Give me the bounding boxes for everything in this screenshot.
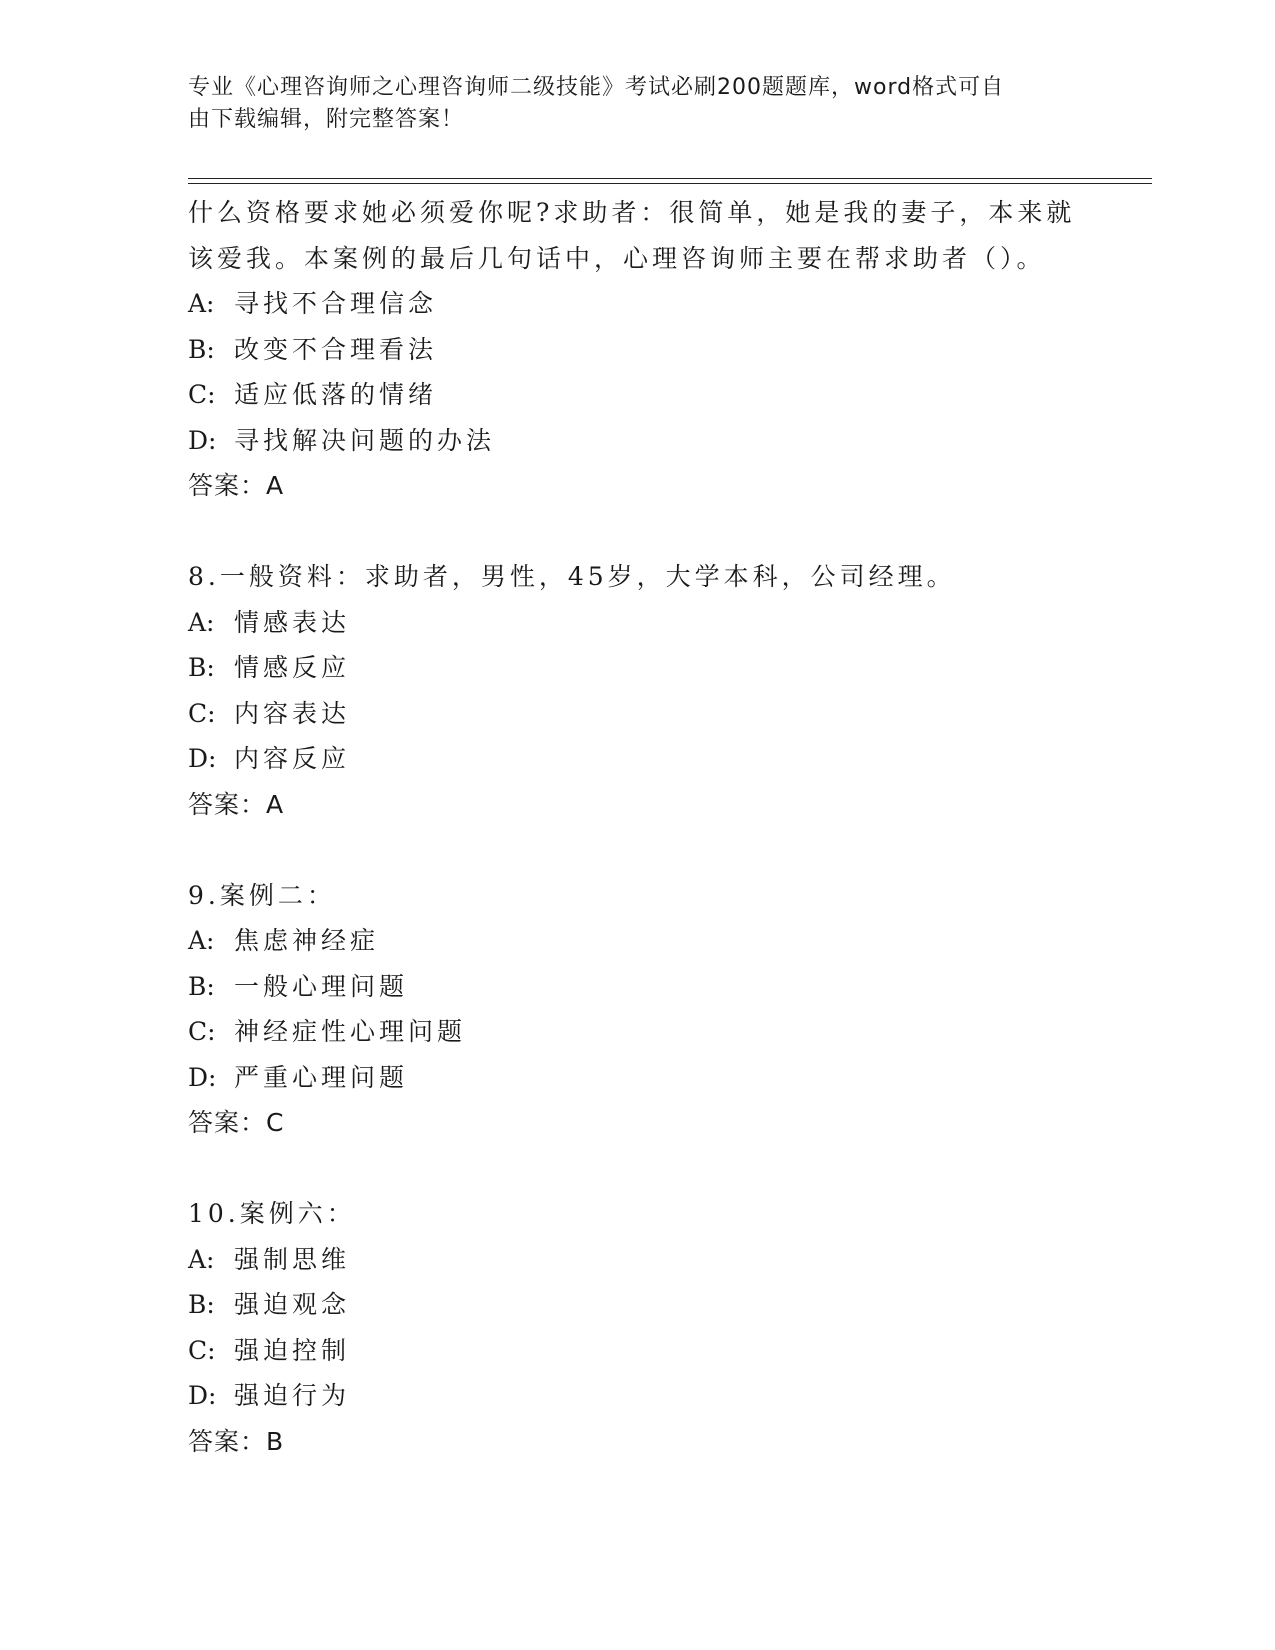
option-label: A: bbox=[188, 926, 215, 955]
option-c bbox=[188, 372, 1088, 418]
option-text: 寻找解决问题的办法 bbox=[234, 425, 496, 455]
document-header bbox=[188, 72, 1068, 136]
option-text: 适应低落的情绪 bbox=[234, 380, 438, 409]
option-label: C: bbox=[188, 1335, 216, 1365]
option-text: 内容表达 bbox=[234, 698, 351, 728]
option-text: 情感反应 bbox=[234, 653, 351, 682]
question-text-line: 什么资格要求她必须爱你呢?求助者：很简单，她是我的妻子，本来就 bbox=[188, 198, 1076, 227]
spacer bbox=[188, 509, 1088, 555]
question-text-line: 10.案例六： bbox=[188, 1199, 356, 1228]
answer-line: 答案：C bbox=[188, 1108, 285, 1137]
option-text: 强迫控制 bbox=[234, 1335, 351, 1365]
option-label: D: bbox=[188, 425, 217, 455]
option-c bbox=[188, 1009, 1088, 1055]
question-9 bbox=[188, 873, 1088, 1146]
option-text: 神经症性心理问题 bbox=[234, 1017, 467, 1046]
option-text: 严重心理问题 bbox=[234, 1062, 409, 1092]
question-text-line: 9.案例二： bbox=[188, 880, 336, 910]
option-a bbox=[188, 918, 1088, 964]
option-label: D: bbox=[188, 1062, 217, 1092]
option-label: C: bbox=[188, 380, 216, 409]
header-divider-top bbox=[188, 178, 1152, 179]
option-text: 改变不合理看法 bbox=[234, 334, 438, 364]
header-divider-bottom bbox=[188, 183, 1152, 184]
question-10 bbox=[188, 1191, 1088, 1464]
question-7 bbox=[188, 190, 1088, 509]
option-label: D: bbox=[188, 1381, 217, 1410]
question-8 bbox=[188, 554, 1088, 827]
answer-line: 答案：B bbox=[188, 1426, 285, 1456]
spacer bbox=[188, 1146, 1088, 1192]
option-label: B: bbox=[188, 334, 215, 364]
header-line-2: 由下载编辑，附完整答案！ bbox=[188, 107, 465, 132]
option-text: 一般心理问题 bbox=[234, 971, 409, 1001]
option-text: 情感表达 bbox=[234, 607, 351, 637]
option-d bbox=[188, 1055, 1088, 1101]
answer-line: 答案：A bbox=[188, 471, 285, 500]
option-d bbox=[188, 418, 1088, 464]
option-label: C: bbox=[188, 698, 216, 728]
option-label: A: bbox=[188, 289, 215, 318]
option-text: 焦虑神经症 bbox=[234, 926, 380, 955]
answer-line: 答案：A bbox=[188, 789, 285, 819]
option-b bbox=[188, 964, 1088, 1010]
option-a bbox=[188, 281, 1088, 327]
option-text: 强迫观念 bbox=[234, 1290, 351, 1319]
option-c bbox=[188, 1328, 1088, 1374]
option-a bbox=[188, 600, 1088, 646]
option-label: B: bbox=[188, 653, 215, 682]
question-list bbox=[188, 190, 1088, 1464]
option-text: 强制思维 bbox=[234, 1244, 351, 1274]
option-b bbox=[188, 1282, 1088, 1328]
header-line-1: 专业《心理咨询师之心理咨询师二级技能》考试必刷200题题库，word格式可自 bbox=[188, 75, 1005, 100]
question-text-line: 该爱我。本案例的最后几句话中，心理咨询师主要在帮求助者（）。 bbox=[188, 243, 1046, 273]
option-b bbox=[188, 327, 1088, 373]
option-b bbox=[188, 645, 1088, 691]
option-label: B: bbox=[188, 971, 215, 1001]
option-label: A: bbox=[188, 1244, 215, 1274]
option-text: 寻找不合理信念 bbox=[234, 289, 438, 318]
spacer bbox=[188, 827, 1088, 873]
option-d bbox=[188, 1373, 1088, 1419]
question-text-line: 8.一般资料：求助者，男性，45岁，大学本科，公司经理。 bbox=[188, 562, 956, 591]
option-c bbox=[188, 691, 1088, 737]
option-label: A: bbox=[188, 607, 215, 637]
option-label: B: bbox=[188, 1290, 215, 1319]
option-text: 内容反应 bbox=[234, 744, 351, 773]
option-a bbox=[188, 1237, 1088, 1283]
option-label: C: bbox=[188, 1017, 216, 1046]
option-d bbox=[188, 736, 1088, 782]
option-text: 强迫行为 bbox=[234, 1381, 351, 1410]
option-label: D: bbox=[188, 744, 217, 773]
